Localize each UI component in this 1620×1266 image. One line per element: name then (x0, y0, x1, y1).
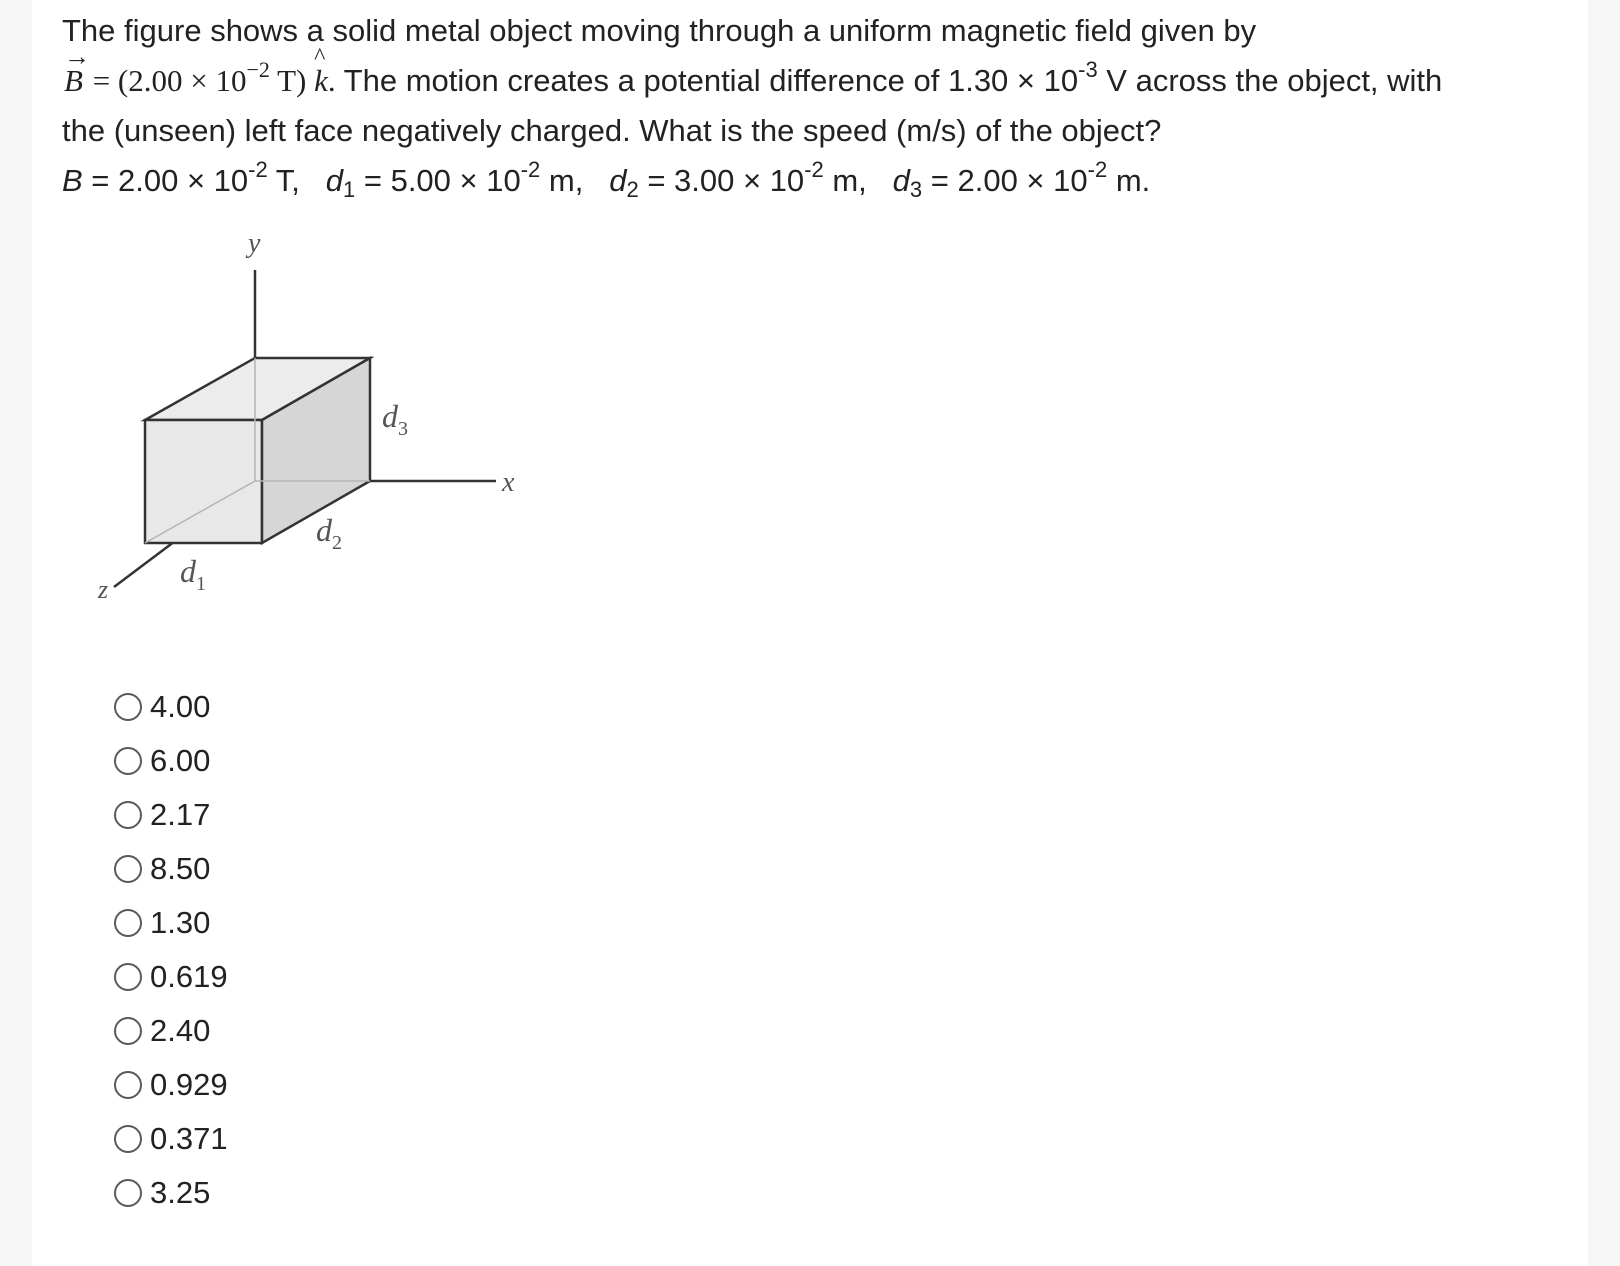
option-label: 4.00 (150, 689, 211, 724)
option-label: 2.17 (150, 797, 211, 832)
radio-button[interactable] (114, 963, 142, 991)
option-label: 0.371 (150, 1121, 228, 1156)
option-label: 8.50 (150, 851, 211, 886)
hat-accent: ^ (314, 44, 326, 70)
d3-label: $d_3$ (382, 398, 408, 440)
option-label: 6.00 (150, 743, 211, 778)
metal-block-figure (60, 230, 540, 620)
option-1[interactable] (114, 680, 228, 734)
x-axis-label: x (502, 467, 515, 498)
question-line-2: → $B = (2.00 \times 10^{-2}$ T) ^ k. The motion creates a potential difference of $1.30 \times 10^{-3}$ V across the object, with (62, 56, 1562, 106)
option-label: 3.25 (150, 1175, 211, 1210)
givens-line: $B = 2.00 \times 10^{-2}$ T, $d_1 = 5.00 \times 10^{-2}$ m, $d_2 = 3.00 \times 10^{-2}$ m, $d_3 = 2.00 \times 10^{-2}$ m. (62, 157, 1151, 202)
question-text (62, 6, 1562, 206)
radio-button[interactable] (114, 909, 142, 937)
z-axis-label: z (98, 575, 109, 604)
radio-button[interactable] (114, 693, 142, 721)
option-9[interactable] (114, 1112, 228, 1166)
question-line-1: The figure shows a solid metal object moving through a uniform magnetic field given by (62, 13, 1257, 48)
option-6[interactable] (114, 950, 228, 1004)
radio-button[interactable] (114, 1125, 142, 1153)
option-label: 0.619 (150, 959, 228, 994)
d2-label: $d_2$ (316, 512, 342, 554)
y-axis-label: y (248, 230, 261, 259)
answer-options (114, 680, 228, 1220)
radio-button[interactable] (114, 855, 142, 883)
option-label: 1.30 (150, 905, 211, 940)
front-face (145, 420, 262, 543)
option-label: 2.40 (150, 1013, 211, 1048)
question-card (32, 0, 1588, 1266)
question-line-3: the (unseen) left face negatively charged. What is the speed (m/s) of the object? (62, 113, 1162, 148)
field-equation: → $B = (2.00 \times 10^{-2}$ T) ^ k. (62, 63, 336, 98)
radio-button[interactable] (114, 1179, 142, 1207)
radio-button[interactable] (114, 747, 142, 775)
radio-button[interactable] (114, 1017, 142, 1045)
radio-button[interactable] (114, 801, 142, 829)
vector-arrow: → (64, 42, 90, 71)
option-label: 0.929 (150, 1067, 228, 1102)
option-8[interactable] (114, 1058, 228, 1112)
b-vector-symbol: → B (62, 56, 85, 106)
k-hat-symbol: ^ k (314, 56, 328, 106)
option-3[interactable] (114, 788, 228, 842)
d1-label: $d_1$ (180, 553, 206, 595)
option-2[interactable] (114, 734, 228, 788)
option-10[interactable] (114, 1166, 228, 1220)
option-5[interactable] (114, 896, 228, 950)
option-7[interactable] (114, 1004, 228, 1058)
radio-button[interactable] (114, 1071, 142, 1099)
option-4[interactable] (114, 842, 228, 896)
